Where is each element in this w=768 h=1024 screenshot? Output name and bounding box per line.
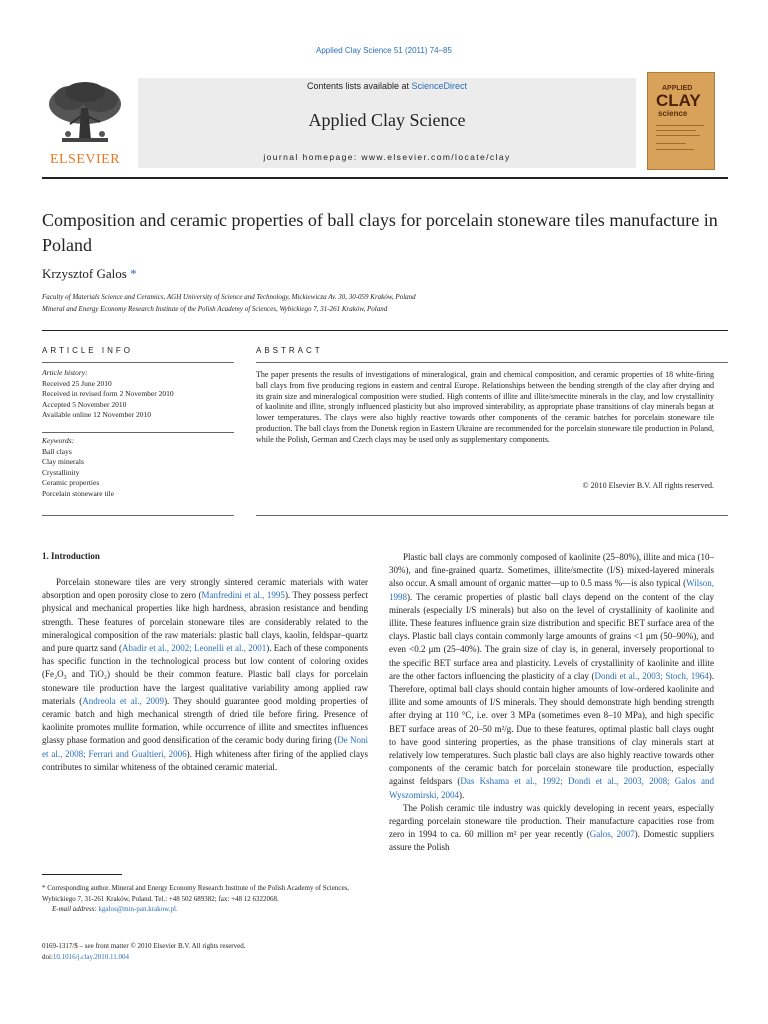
citation-link[interactable]: Manfredini et al., 1995 bbox=[201, 590, 285, 601]
text-run: The Polish ceramic tile industry was quickly developing in recent years, especially regarding porcelain stoneware tile production. Their manufacture capacities rose from zero in 1994 to ca. 60 million m² per year recently ( bbox=[389, 802, 714, 840]
citation-link[interactable]: De Noni et al., 2008; Ferrari and Gualtieri, 2006 bbox=[42, 735, 368, 759]
history-online: Available online 12 November 2010 bbox=[42, 410, 151, 419]
section-heading-introduction: 1. Introduction bbox=[42, 551, 100, 561]
affiliation-2: Mineral and Energy Economy Research Institute of the Polish Academy of Sciences, Wybickiego 7, 31-261 Kraków, Poland bbox=[42, 305, 388, 313]
contents-line bbox=[138, 81, 636, 91]
citation-link[interactable]: Andreola et al., 2009 bbox=[82, 695, 165, 706]
cover-decoration bbox=[656, 143, 686, 144]
keywords bbox=[42, 436, 242, 499]
journal-cover-image bbox=[647, 72, 715, 170]
citation-link[interactable]: Abadir et al., 2002; Leonelli et al., 2001 bbox=[122, 643, 267, 654]
keywords-label: Keywords: bbox=[42, 436, 75, 445]
affiliation-1: Faculty of Materials Science and Ceramics, AGH University of Science and Technology, Mickiewicza Av. 30, 30-059 Kraków, Poland bbox=[42, 293, 416, 301]
history-accepted: Accepted 5 November 2010 bbox=[42, 399, 127, 409]
history-revised: Received in revised form 2 November 2010 bbox=[42, 389, 174, 398]
citation-link[interactable]: Das Kshama et al., 1992; Dondi et al., 2003, 2008; Galos and Wyszomirski, 2004 bbox=[389, 776, 714, 800]
text-run: ). The ceramic properties of plastic ball clays depend on the content of the clay minerals (especially I/S minerals) but also on the level of crystallinity of kaolinite and illite. These features influence grain size distribution and specific BET surface area of the clays. Plastic ball clays contain commonly large amounts of grains <1 μm (50–90%), and even <0.2 μm (25–40%). The grain size of clay is, in general, inversely proportional to the specific BET surface area and plasticity. Levels of crystallinity of kaolinite and illite are the other factors influencing the plasticity of a clay ( bbox=[389, 591, 714, 681]
corresponding-author-mark[interactable]: * bbox=[130, 266, 137, 281]
keyword-item: Ceramic properties bbox=[42, 478, 100, 487]
journal-title: Applied Clay Science bbox=[308, 110, 466, 130]
doi-label: doi: bbox=[42, 953, 53, 961]
title-divider bbox=[42, 330, 728, 331]
abstract-heading: ABSTRACT bbox=[256, 346, 323, 355]
text-run: Plastic ball clays are commonly composed of kaolinite (25–80%), illite and mica (10–30%), and fine-grained quartz. Sometimes, illite/smectite (I/S) mixed-layered minerals also occur. A small amount of organic matter—up to 0.5 mass %—is also typical ( bbox=[389, 552, 714, 589]
email-line bbox=[42, 904, 368, 915]
body-column-right bbox=[389, 551, 714, 855]
doi-link[interactable]: 10.1016/j.clay.2010.11.004 bbox=[52, 953, 129, 961]
body-column-left bbox=[42, 576, 368, 774]
keyword-item: Crystallinity bbox=[42, 467, 80, 477]
text-run: Porcelain stoneware tiles are very strongly sintered ceramic materials with water absorption and open porosity close to zero ( bbox=[42, 577, 368, 601]
contents-prefix: Contents lists available at bbox=[306, 81, 412, 91]
keyword-item: Porcelain stoneware tile bbox=[42, 488, 115, 498]
text-run: ). Therefore, optimal ball clays should contain higher amounts of low-ordered kaolinite and illite and some amounts of I/S minerals. They should demonstrate high bending strength after drying at 110 °C, i.e. over 3 MPa (sometimes even 8–10 MPa), and high specific BET surface areas of 20–50 m²/g. Due to these features, optimal plastic ball clays ought to have good sintering properties, as the phase transitions of clay minerals start at relatively low temperatures. Such plastic ball clays are also highly reactive towards other components of the ceramic batch for porcelain stoneware tile production, especially against feldspars ( bbox=[389, 670, 714, 787]
cover-decoration bbox=[656, 135, 700, 136]
keyword-item: Ball clays bbox=[42, 446, 72, 456]
citation-link[interactable]: Dondi et al., 2003; Stoch, 1964 bbox=[594, 670, 709, 681]
body-paragraph bbox=[42, 576, 368, 774]
abstract-text: The paper presents the results of investigations of mineralogical, grain and chemical composition, and ceramic properties of 18 white-firing ball clays from five producing regions in eastern and central Europe. Relationships between the bending strength of the clay after drying and its grain size and mineralogical composition were studied. High contents of illite and illite/smectite minerals in the clay, and low crystallinity of kaolinite and illite, strongly influenced plasticity but also improved sinterability, as appropriate phase transitions of clay minerals began at lower temperatures. The clays were also highly reactive towards other components of the ceramic batches for porcelain stoneware tile production. The ball clays from the Donetsk region in Eastern Ukraine are recommended for the porcelain stoneware tile production in Poland, while the Polish, German and Czech clays may be used only as supplementary components. bbox=[256, 370, 714, 444]
citation-link[interactable]: Wilson, 1998 bbox=[389, 578, 714, 602]
text-run: ). They should guarantee good molding properties of ceramic batch and high mechanical strength of dried tile before firing. Presence of kaolinite promotes mullite formation, while occurrence of illite and smectites influences glassy phase formation and good densification of the ceramic body during firing ( bbox=[42, 695, 369, 746]
author-name: Krzysztof Galos bbox=[42, 266, 127, 281]
doi-line bbox=[42, 952, 368, 963]
cover-decoration bbox=[656, 125, 704, 126]
abstract-copyright: © 2010 Elsevier B.V. All rights reserved. bbox=[582, 481, 714, 490]
corresponding-author-footnote bbox=[42, 883, 368, 915]
history-received: Received 25 June 2010 bbox=[42, 378, 112, 388]
page-footer bbox=[42, 941, 368, 963]
email-label: E-mail address: bbox=[52, 905, 97, 913]
article-info-bottom-rule bbox=[42, 515, 234, 516]
article-history bbox=[42, 368, 242, 421]
keywords-rule bbox=[42, 432, 234, 433]
paper-title: Composition and ceramic properties of ball clays for porcelain stoneware tiles manufacture in Poland bbox=[42, 210, 718, 255]
text-run: ). Each of these components has specific function in the technological process but low content of coloring oxides (Fe₂O₃ and TiO₂) should be their common feature. Plastic ball clays for porcelain stoneware tile production have the largest qualitative variability among applied raw materials ( bbox=[42, 643, 369, 706]
keyword-item: Clay minerals bbox=[42, 457, 84, 466]
cover-decoration bbox=[656, 130, 696, 131]
cover-science-text: science bbox=[658, 109, 688, 118]
abstract-rule bbox=[256, 362, 728, 363]
body-paragraph bbox=[389, 551, 714, 802]
issn-line: 0169-1317/$ – see front matter © 2010 Elsevier B.V. All rights reserved. bbox=[42, 942, 246, 950]
email-link[interactable]: kgalos@min-pan.krakow.pl. bbox=[98, 905, 178, 913]
text-run: ). High whiteness after firing of the applied clays contributes to similar whiteness of the obtained ceramic material. bbox=[42, 748, 368, 772]
cover-applied-text: APPLIED bbox=[662, 85, 693, 92]
article-info-rule bbox=[42, 362, 234, 363]
journal-homepage[interactable]: journal homepage: www.elsevier.com/locate/clay bbox=[263, 152, 511, 162]
body-paragraph bbox=[389, 802, 714, 855]
citation-link[interactable]: Galos, 2007 bbox=[589, 829, 635, 840]
article-info-heading: ARTICLE INFO bbox=[42, 346, 133, 355]
header-divider bbox=[42, 177, 728, 179]
text-run: ). Domestic suppliers assure the Polish bbox=[389, 829, 714, 853]
footnote-text: * Corresponding author. Mineral and Energy Economy Research Institute of the Polish Academy of Sciences, Wybickiego 7, 31-261 Kraków, Poland. Tel.: +48 502 689382; fax: +48 12 6322068. bbox=[42, 884, 350, 903]
journal-reference[interactable]: Applied Clay Science 51 (2011) 74–85 bbox=[316, 46, 452, 55]
elsevier-wordmark: ELSEVIER bbox=[49, 152, 121, 167]
cover-decoration bbox=[656, 149, 694, 150]
footnote-rule bbox=[42, 874, 122, 875]
abstract-bottom-rule bbox=[256, 515, 728, 516]
text-run: ). They possess perfect physical and mechanical properties like high hardness, abrasion resistance and bending strength. These features of porcelain stoneware tiles are considerably related to the mineralogical composition of the raw materials: plastic ball clays, kaolin, feldspar–quartz and pure quartz sand ( bbox=[42, 590, 368, 654]
sciencedirect-link[interactable]: ScienceDirect bbox=[411, 81, 468, 91]
author-line bbox=[42, 266, 137, 282]
history-label: Article history: bbox=[42, 368, 88, 377]
text-run: ). bbox=[458, 789, 465, 800]
cover-clay-text: CLAY bbox=[656, 91, 701, 110]
